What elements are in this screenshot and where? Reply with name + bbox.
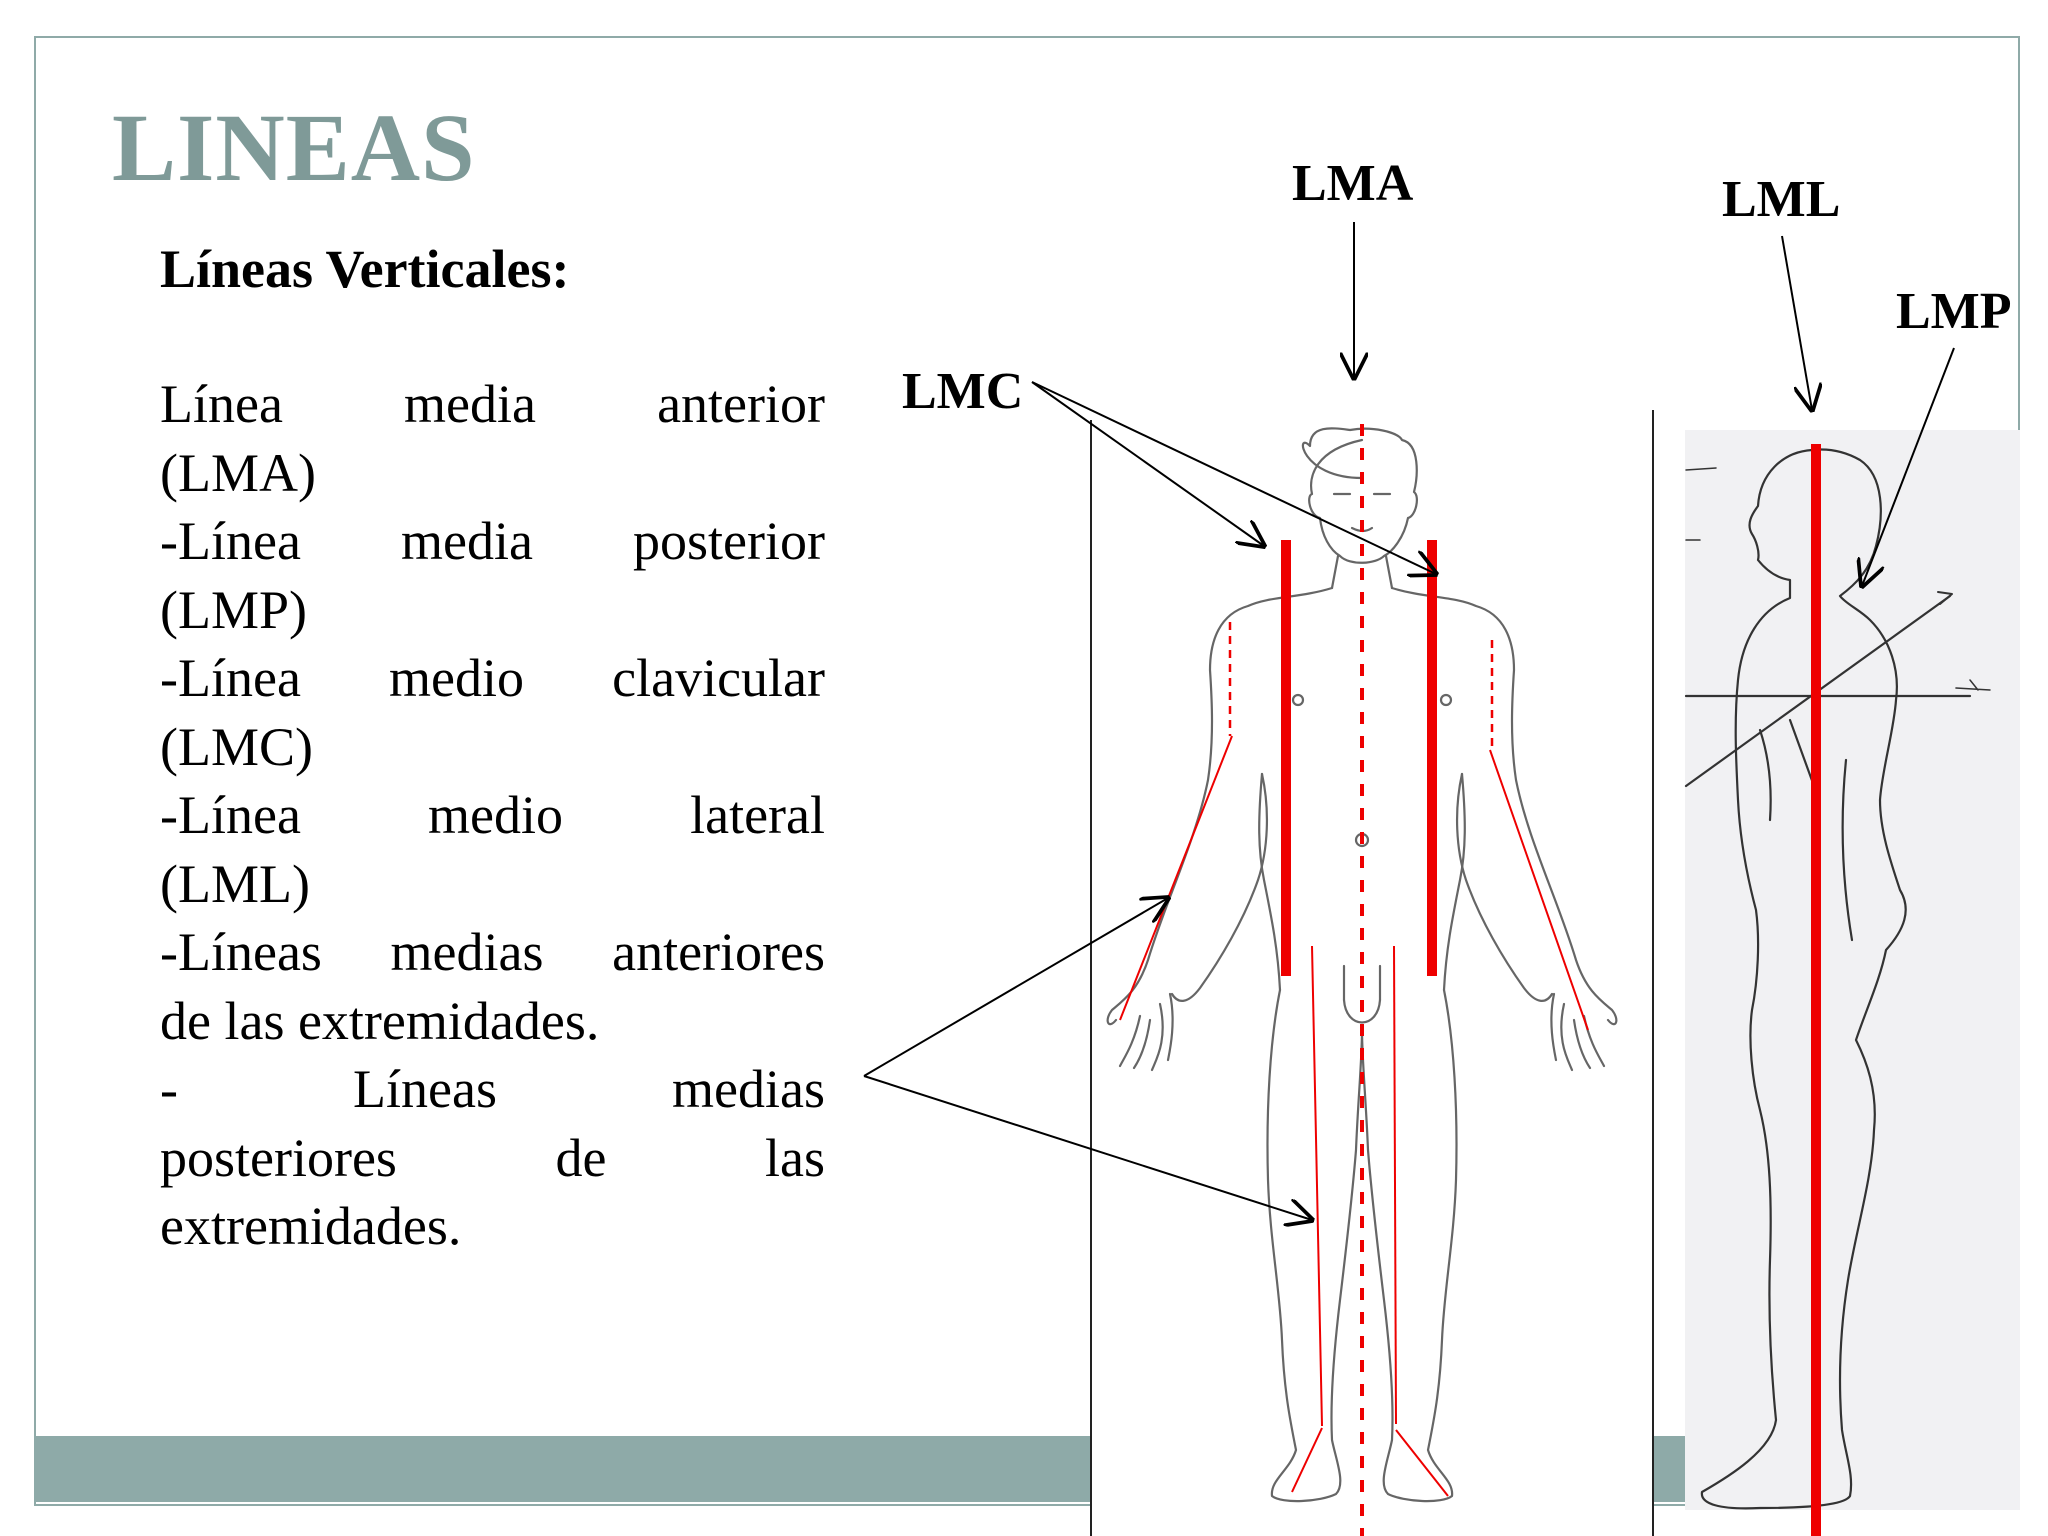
lml-arrow bbox=[1782, 236, 1812, 410]
label-lmc: LMC bbox=[902, 363, 1024, 420]
lmc-arrow-left bbox=[1032, 382, 1264, 546]
side-body-outline bbox=[1686, 449, 1990, 1508]
section-subtitle: Líneas Verticales: bbox=[160, 239, 570, 299]
body-line: -Líneas medias anteriores bbox=[160, 922, 825, 982]
body-line: (LML) bbox=[160, 853, 310, 914]
label-lma: LMA bbox=[1292, 155, 1414, 212]
lmc-arrow-right bbox=[1032, 382, 1436, 574]
extremities-arrow-upper bbox=[864, 898, 1168, 1076]
body-line: (LMA) bbox=[160, 442, 316, 503]
body-line: -Línea medio clavicular bbox=[160, 648, 825, 708]
extremities-arrow-lower bbox=[864, 1076, 1312, 1220]
body-line: (LMC) bbox=[160, 716, 313, 777]
body-line: -Línea media posterior bbox=[160, 511, 825, 571]
body-line: posteriores de las bbox=[160, 1127, 825, 1188]
label-lmp: LMP bbox=[1896, 283, 2012, 340]
label-lml: LML bbox=[1722, 171, 1841, 228]
body-line: (LMP) bbox=[160, 579, 307, 640]
slide-title: LINEAS bbox=[112, 94, 476, 201]
body-line: - Líneas medias bbox=[160, 1059, 825, 1119]
body-line: de las extremidades. bbox=[160, 990, 600, 1051]
body-line: -Línea medio lateral bbox=[160, 785, 825, 845]
lmp-arrow bbox=[1862, 348, 1954, 586]
body-line: Línea media anterior bbox=[160, 374, 825, 434]
body-line: extremidades. bbox=[160, 1196, 462, 1256]
